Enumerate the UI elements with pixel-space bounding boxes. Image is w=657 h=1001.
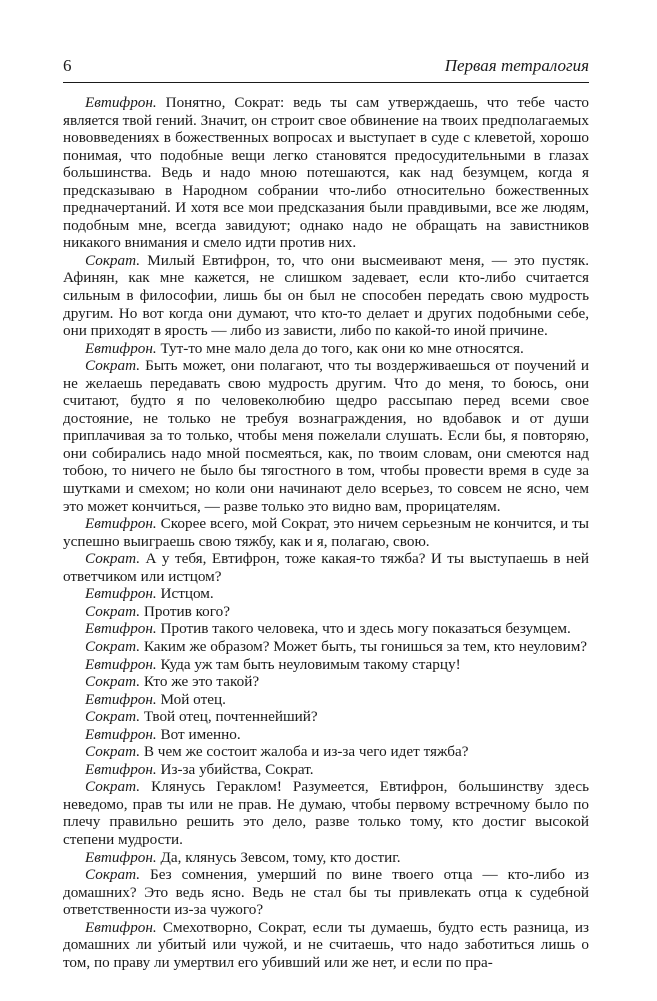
speech-text: Без сомнения, умерший по вине твоего отца — кто-либо из домашних? Это ведь ясно. Ведь не стал бы ты привлекать отца к судебной ответственности из-за чужого? <box>63 866 589 919</box>
speech-text: Мой отец. <box>156 690 226 708</box>
dialogue-text <box>63 94 589 971</box>
dialogue-paragraph <box>63 515 589 550</box>
dialogue-paragraph <box>63 849 589 867</box>
speaker-name: Сократ. <box>85 743 141 761</box>
running-header <box>63 56 589 80</box>
speaker-name: Евтифрон. <box>85 339 157 357</box>
speaker-name: Сократ. <box>85 637 141 655</box>
page-number: 6 <box>63 56 72 75</box>
speaker-name: Евтифрон. <box>85 690 157 708</box>
speaker-name: Сократ. <box>85 602 141 620</box>
speech-text: Каким же образом? Может быть, ты гонишься за тем, кто неуловим? <box>140 637 588 655</box>
speaker-name: Евтифрон. <box>85 620 157 638</box>
speech-text: Милый Евтифрон, то, что они высмеивают меня, — это пустяк. Афинян, как мне кажется, не слишком задевает, если кто-либо считается сильным в философии, лишь бы он был не способен передать свою мудрость другим. Но вот когда они думают, что кто-то делает и других подобными себе, они приходят в ярость — либо из зависти, либо по какой-то иной причине. <box>63 251 589 340</box>
speaker-name: Сократ. <box>85 550 141 568</box>
speech-text: Да, клянусь Зевсом, тому, кто достиг. <box>156 848 401 866</box>
dialogue-paragraph <box>63 919 589 972</box>
speech-text: Из-за убийства, Сократ. <box>156 760 314 778</box>
book-title: Первая тетралогия <box>444 56 589 75</box>
speaker-name: Евтифрон. <box>85 848 157 866</box>
speaker-name: Сократ. <box>85 251 141 269</box>
speech-text: Твой отец, почтеннейший? <box>140 708 318 726</box>
speaker-name: Евтифрон. <box>85 725 157 743</box>
speech-text: Понятно, Сократ: ведь ты сам утверждаешь, что тебе часто является твой гений. Значит, он строит свое обвинение на твоих предполагаемых нововведениях в божественных вопросах и выступает в суде с клеветой, хорошо понимая, что подобные вещи легко становятся предосудительными в глазах большинства. Ведь и надо мною потешаются, как над безумцем, когда я предсказываю в Народном собрании что-либо относительно божественных предначертаний. И хотя все мои предсказания были правдивыми, все же людям, подобным мне, всегда завидуют; однако надо не обращать на завистников никакого внимания и смело идти против них. <box>63 94 589 252</box>
dialogue-paragraph <box>63 656 589 674</box>
dialogue-paragraph <box>63 691 589 709</box>
speech-text: Тут-то мне мало дела до того, как они ко мне относятся. <box>156 339 524 357</box>
speech-text: А у тебя, Евтифрон, тоже какая-то тяжба? И ты выступаешь в ней ответчиком или истцом? <box>63 550 589 585</box>
dialogue-paragraph <box>63 708 589 726</box>
dialogue-paragraph <box>63 726 589 744</box>
dialogue-paragraph <box>63 252 589 340</box>
dialogue-paragraph <box>63 673 589 691</box>
speech-text: Против такого человека, что и здесь могу показаться безумцем. <box>156 620 571 638</box>
speech-text: Скорее всего, мой Сократ, это ничем серьезным не кончится, и ты успешно выиграешь свою тяжбу, как и я, полагаю, свою. <box>63 515 589 550</box>
speaker-name: Сократ. <box>85 673 141 691</box>
speaker-name: Сократ. <box>85 866 141 884</box>
speaker-name: Евтифрон. <box>85 655 157 673</box>
dialogue-paragraph <box>63 743 589 761</box>
speaker-name: Евтифрон. <box>85 760 157 778</box>
dialogue-paragraph <box>63 585 589 603</box>
speaker-name: Евтифрон. <box>85 94 157 111</box>
dialogue-paragraph <box>63 761 589 779</box>
dialogue-paragraph <box>63 340 589 358</box>
speech-text: Быть может, они полагают, что ты воздерживаешься от поучений и не желаешь передавать свою мудрость другим. Что до меня, то боюсь, они считают, будто я по человеколюбию щедро рассыпаю перед всеми свое достояние, не только не требуя вознаграждения, но вдобавок и от души приплачивая за то только, чтобы меня пожелали слушать. Если бы, я повторяю, они собирались надо мной посмеяться, как, по твоим словам, они смеются над тобою, то ничего не было бы тягостного в том, чтобы провести время в суде за шутками и смехом; но коли они начинают дело всерьез, то совсем не ясно, чем это может кончиться, — разве только это видно вам, прорицателям. <box>63 357 589 515</box>
speaker-name: Сократ. <box>85 357 141 375</box>
speech-text: Кто же это такой? <box>140 673 260 691</box>
speaker-name: Евтифрон. <box>85 918 157 936</box>
speech-text: Куда уж там быть неуловимым такому старцу! <box>156 655 461 673</box>
speech-text: Против кого? <box>140 602 230 620</box>
dialogue-paragraph <box>63 638 589 656</box>
speech-text: Клянусь Гераклом! Разумеется, Евтифрон, большинству здесь неведомо, прав ты или не прав. Не думаю, чтобы первому встречному было по плечу правильно решить это дело, разве только тому, кто достиг высокой степени мудрости. <box>63 778 589 848</box>
dialogue-paragraph <box>63 357 589 515</box>
speech-text: В чем же состоит жалоба и из-за чего идет тяжба? <box>140 743 469 761</box>
speaker-name: Сократ. <box>85 778 141 796</box>
dialogue-paragraph <box>63 603 589 621</box>
dialogue-paragraph <box>63 620 589 638</box>
speaker-name: Евтифрон. <box>85 585 157 603</box>
speaker-name: Сократ. <box>85 708 141 726</box>
speech-text: Смехотворно, Сократ, если ты думаешь, будто есть разница, из домашних ли убитый или чужой, и не считаешь, что надо заботиться лишь о том, по праву ли умертвил его убивший или же нет, и если по пра- <box>63 918 589 971</box>
dialogue-paragraph <box>63 94 589 252</box>
speaker-name: Евтифрон. <box>85 515 157 533</box>
dialogue-paragraph <box>63 778 589 848</box>
dialogue-paragraph <box>63 866 589 919</box>
header-rule <box>63 82 589 83</box>
speech-text: Истцом. <box>156 585 214 603</box>
speech-text: Вот именно. <box>156 725 241 743</box>
dialogue-paragraph <box>63 550 589 585</box>
